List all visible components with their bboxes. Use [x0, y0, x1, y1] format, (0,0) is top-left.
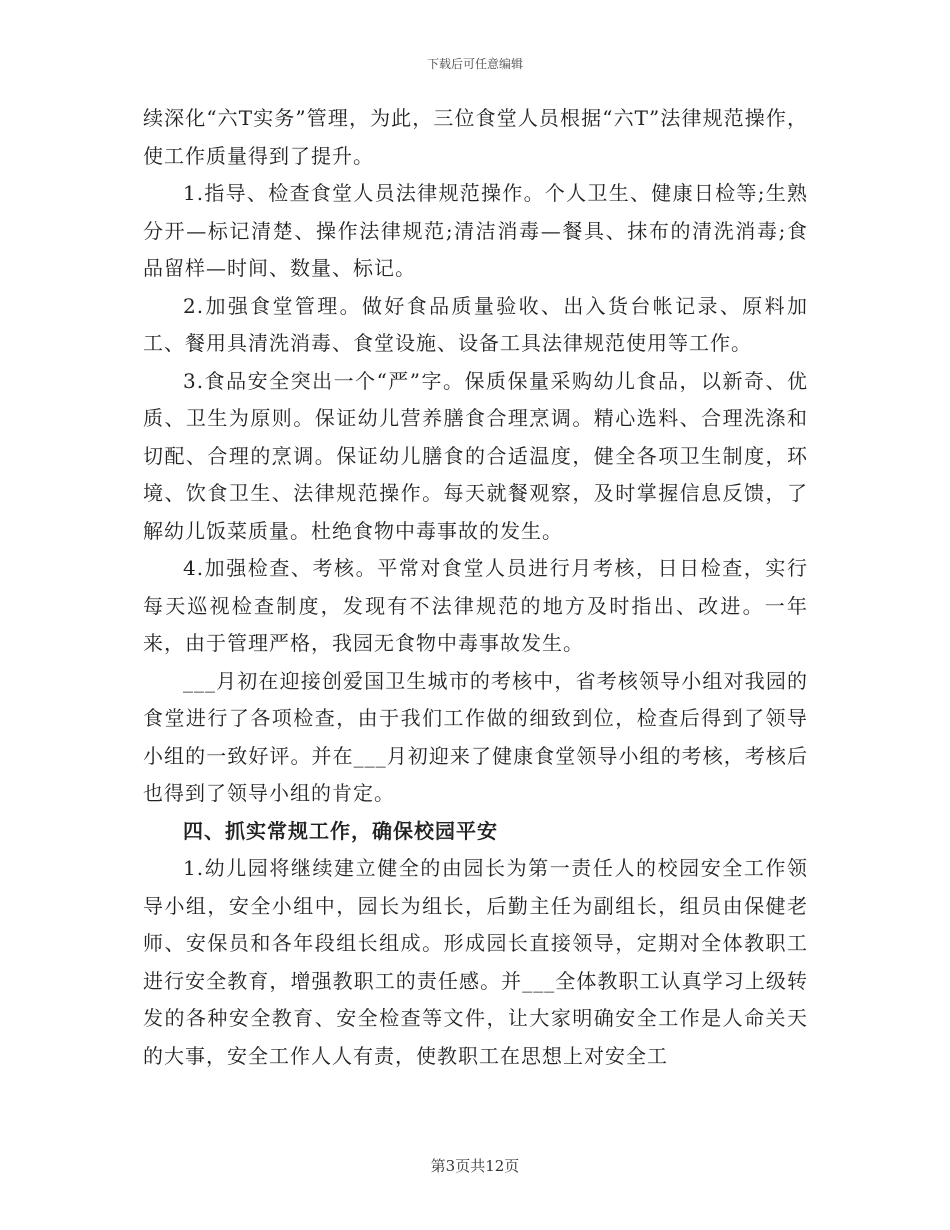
paragraph: 1.指导、检查食堂人员法律规范操作。个人卫生、健康日检等;生熟分开—标记清楚、操作法律规范;清洁消毒—餐具、抹布的清洗消毒;食品留样—时间、数量、标记。 — [143, 181, 808, 280]
page-header: 下载后可任意编辑 — [426, 57, 523, 71]
paragraph: 3.食品安全突出一个“严”字。保质保量采购幼儿食品，以新奇、优质、卫生为原则。保证幼儿营养膳食合理烹调。精心选料、合理洗涤和切配、合理的烹调。保证幼儿膳食的合适温度，健全各项卫生制度，环境、饮食卫生、法律规范操作。每天就餐观察，及时掌握信息反馈，了解幼儿饭菜质量。杜绝食物中毒事故的发生。 — [143, 368, 808, 543]
paragraph: 续深化“六T实务”管理，为此，三位食堂人员根据“六T”法律规范操作，使工作质量得到了提升。 — [143, 106, 808, 168]
paragraph: 4.加强检查、考核。平常对食堂人员进行月考核，日日检查，实行每天巡视检查制度，发现有不法律规范的地方及时指出、改进。一年来，由于管理严格，我园无食物中毒事故发生。 — [143, 556, 808, 655]
paragraph: 2.加强食堂管理。做好食品质量验收、出入货台帐记录、原料加工、餐用具清洗消毒、食堂设施、设备工具法律规范使用等工作。 — [143, 293, 808, 355]
page-footer: 第3页共12页 — [430, 1157, 520, 1175]
section-heading: 四、抓实常规工作，确保校园平安 — [183, 818, 498, 843]
paragraph: ___月初在迎接创爱国卫生城市的考核中，省考核领导小组对我园的食堂进行了各项检查，由于我们工作做的细致到位，检查后得到了领导小组的一致好评。并在___月初迎来了健康食堂领导小组的考核，考核后也得到了领导小组的肯定。 — [143, 668, 808, 805]
document-body — [143, 100, 808, 1075]
paragraph: 1.幼儿园将继续建立健全的由园长为第一责任人的校园安全工作领导小组，安全小组中，园长为组长，后勤主任为副组长，组员由保健老师、安保员和各年段组长组成。形成园长直接领导，定期对全体教职工进行安全教育，增强教职工的责任感。并___全体教职工认真学习上级转发的各种安全教育、安全检查等文件，让大家明确安全工作是人命关天的大事，安全工作人人有责，使教职工在思想上对安全工 — [143, 856, 808, 1068]
